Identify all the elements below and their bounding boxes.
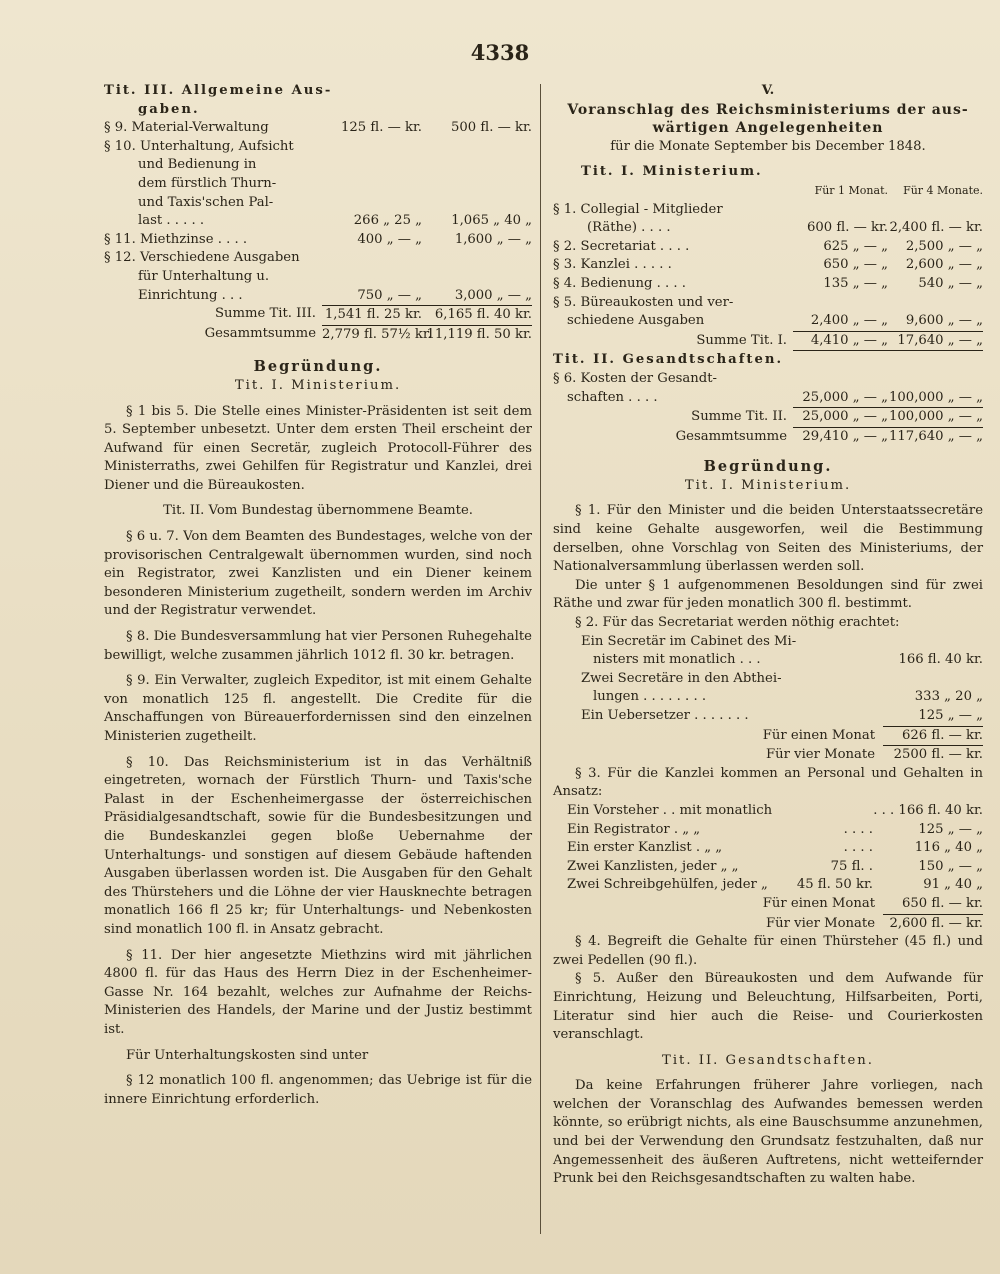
paragraph: Da keine Erfahrungen früherer Jahre vorliegen, nach welchen der Voranschlag des Aufwandes bemessen werden könnte, so erübrigt nichts, als eine Bauschsumme anzunehmen, und bei der Verwendung den Grundsatz festzuhalten, daß nur Angemessenheit des äußeren Auftretens, nicht wetteifernder Prunk bei den Reichsgesandtschaften zu walten habe. xyxy=(553,1078,983,1187)
header-one-month: Für 1 Monat. xyxy=(814,183,888,197)
paragraph: Die unter § 1 aufgenommenen Besoldungen sind für zwei Räthe und zwar für jeden monatlich 300 fl. bestimmt. xyxy=(553,577,983,612)
tit2-heading: Tit. II. Gesandtschaften. xyxy=(553,352,784,368)
paragraph: § 5. Außer den Büreaukosten und dem Aufwande für Einrichtung, Heizung und Beleuchtung, Hilfsarbeiten, Porti, Literatur sind hier auch die Reise- und Courierkosten veranschlagt. xyxy=(553,971,983,1043)
kanzlei-m1: . . . . xyxy=(843,821,873,837)
paragraph: § 3. Für die Kanzlei kommen an Personal und Gehalten in Ansatz: xyxy=(553,765,983,800)
sum-label: Summe Tit. III. xyxy=(214,306,316,322)
kanzlei-label: Ein erster Kanzlist . „ „ xyxy=(567,840,723,856)
document-title-cont: wärtigen Angelegenheiten xyxy=(652,120,884,137)
table-row xyxy=(104,156,532,175)
list-item xyxy=(553,858,983,877)
row-value-2: 540 „ — „ xyxy=(918,275,983,291)
row-value-1 xyxy=(322,138,422,157)
row-value-1: 400 „ — „ xyxy=(357,231,422,247)
left-column xyxy=(104,82,532,1109)
row-value-1 xyxy=(322,249,422,268)
row-label: § 4. Bedienung . . . . xyxy=(553,275,686,291)
heading-begruendung: Begründung. xyxy=(253,358,383,376)
list-item: Für einen Monat 626 fl. — kr. xyxy=(553,727,983,747)
kanzlei-label: Ein Registrator . „ „ xyxy=(567,821,701,837)
row-value-1: 125 fl. — kr. xyxy=(341,120,422,136)
row-value-2: 2,600 „ — „ xyxy=(905,257,983,273)
list-item: Für vier Monate 2,600 fl. — kr. xyxy=(765,915,983,931)
document-title: Voranschlag des Reichsministeriums der aus- xyxy=(567,101,969,118)
kanzlei-m2: 116 „ 40 „ xyxy=(914,840,983,856)
kanzlei-m1: 75 fl. . xyxy=(830,858,873,874)
table-row: schiedene Ausgaben 2,400 „ — „ 9,600 „ — „ xyxy=(553,312,983,332)
table-row-label: § 6. Kosten der Gesandt- xyxy=(553,370,717,386)
paragraph: Für Unterhaltungskosten sind unter xyxy=(126,1047,369,1063)
row-value-2 xyxy=(422,175,532,194)
total-row: Gesammtsumme 29,410 „ — „ 117,640 „ — „ xyxy=(675,428,983,444)
row-value-1 xyxy=(793,294,888,313)
tit1-heading: Tit. I. Ministerium. xyxy=(581,164,763,180)
table-row xyxy=(104,175,532,194)
row-label: Einrichtung . . . xyxy=(138,287,243,303)
kanzlei-label: Zwei Schreibgehülfen, jeder „ xyxy=(567,877,768,893)
row-label: für Unterhaltung u. xyxy=(138,268,270,284)
row-label: § 10. Unterhaltung, Aufsicht xyxy=(104,138,294,154)
total-value-1: 2,779 fl. 57½ kr. xyxy=(322,325,422,345)
row-label: § 11. Miethzinse . . . . xyxy=(104,231,248,247)
row-value-2: 1,600 „ — „ xyxy=(454,231,532,247)
row-value-2 xyxy=(422,249,532,268)
table-row xyxy=(553,238,983,257)
row-value-2: 500 fl. — kr. xyxy=(451,120,532,136)
total-label: Gesammtsumme xyxy=(204,325,316,341)
sum-row xyxy=(104,305,532,325)
table-row xyxy=(104,287,532,306)
table-row xyxy=(104,138,532,157)
column-headers xyxy=(553,182,983,201)
row-label: und Bedienung in xyxy=(138,157,257,173)
heading-begruendung: Begründung. xyxy=(703,458,833,476)
paragraph: § 1 bis 5. Die Stelle eines Minister-Präsidenten ist seit dem 5. September unbesetzt. Unter dem ersten Theil erscheint der Aufwand für einen Secretär, zugleich Protocoll-Führer des Ministerraths, zwei Gehilfen für Registratur und Kanzlei, drei Diener und die Büreaukosten. xyxy=(104,403,532,493)
row-value-1: 135 „ — „ xyxy=(823,275,888,291)
table-row xyxy=(553,256,983,275)
row-value-1: 600 fl. — kr. xyxy=(807,220,888,236)
sum-row: Summe Tit. II. 25,000 „ — „ 100,000 „ — „ xyxy=(553,408,983,428)
table-row xyxy=(553,219,983,238)
paragraph: § 6 u. 7. Von dem Beamten des Bundestages, welche von der provisorischen Centralgewalt übernommen wurden, sind noch ein Registrator, zwei Kanzlisten und ein Diener keinem besonderen Ministerium zugetheilt, sondern werden im Archiv und der Registratur verwendet. xyxy=(104,529,532,619)
subheading-gesandtschaften: Tit. II. Gesandtschaften. xyxy=(662,1052,874,1068)
total-row xyxy=(104,325,532,345)
row-value-1: 750 „ — „ xyxy=(357,287,422,303)
row-value-2: 3,000 „ — „ xyxy=(454,287,532,303)
paragraph: § 12 monatlich 100 fl. angenommen; das Uebrige ist für die innere Einrichtung erforderlich. xyxy=(104,1073,532,1107)
row-value-1: 650 „ — „ xyxy=(823,257,888,273)
row-value-2: 2,400 fl. — kr. xyxy=(889,220,983,236)
table-row xyxy=(104,249,532,268)
row-value-1 xyxy=(793,201,888,220)
kanzlei-label: Zwei Kanzlisten, jeder „ „ xyxy=(567,858,739,874)
total-value-2: 11,119 fl. 50 kr. xyxy=(422,325,532,345)
kanzlei-label: Ein Vorsteher . . mit monatlich xyxy=(567,802,773,818)
kanzlei-m2: 125 „ — „ xyxy=(918,821,983,837)
table-row xyxy=(553,275,983,294)
list-item xyxy=(553,876,983,895)
row-label: dem fürstlich Thurn- xyxy=(138,175,277,191)
table-row xyxy=(104,212,532,231)
row-value-1 xyxy=(322,268,422,287)
kanzlei-m1: 45 fl. 50 kr. xyxy=(796,877,873,893)
row-value-1: 266 „ 25 „ xyxy=(353,213,422,229)
table-row xyxy=(553,201,983,220)
table-row: schaften . . . . 25,000 „ — „ 100,000 „ — „ xyxy=(553,389,983,409)
row-value-2: 1,065 „ 40 „ xyxy=(451,213,532,229)
row-value-2 xyxy=(888,294,983,313)
kanzlei-m1: . . . . xyxy=(843,840,873,856)
page-number: 4338 xyxy=(470,40,530,65)
list-item: Für vier Monate 2500 fl. — kr. xyxy=(765,747,983,763)
paragraph: § 4. Begreift die Gehalte für einen Thürsteher (45 fl.) und zwei Pedellen (90 fl.). xyxy=(553,934,983,968)
list-item: Ein Secretär im Cabinet des Mi- xyxy=(581,633,797,649)
sum-row: Summe Tit. I. 4,410 „ — „ 17,640 „ — „ xyxy=(553,332,983,352)
list-item xyxy=(553,802,983,821)
row-label: § 5. Büreaukosten und ver- xyxy=(553,294,734,310)
column-divider xyxy=(540,84,541,1234)
paragraph: § 1. Für den Minister und die beiden Unterstaatssecretäre sind keine Gehalte ausgeworfen, weil die Bestimmung derselben, ohne Vorschlag von Seiten des Ministeriums, der Nationalversammlung überlassen werden soll. xyxy=(553,503,983,575)
kanzlei-m1 xyxy=(793,802,873,821)
table-row xyxy=(553,294,983,313)
row-value-1 xyxy=(322,156,422,175)
kanzlei-m2: 91 „ 40 „ xyxy=(923,877,983,893)
row-label: § 12. Verschiedene Ausgaben xyxy=(104,250,300,266)
table-row xyxy=(104,194,532,213)
paragraph: § 2. Für das Secretariat werden nöthig erachtet: xyxy=(575,615,900,631)
paragraph: § 10. Das Reichsministerium ist in das Verhältniß eingetreten, wornach der Fürstlich Thurn- und Taxis'sche Palast in der Eschenheimergasse der österreichischen Präsidialgesandtschaft, sowie für die Bundesbesitzungen und die Bundeskanzlei gegen bloße Uebernahme der Unterhaltungs- und sonstigen auf diesem Gebäude haftenden Ausgaben überlassen worden ist. Die Ausgaben für den Gehalt des Thürstehers und die Löhne der vier Hausknechte betragen monatlich 166 fl 25 kr; für Unterhaltungs- und Nebenkosten sind monatlich 100 fl. in Ansatz gebracht. xyxy=(104,754,532,937)
list-item xyxy=(553,821,983,840)
subheading-bundestag: Tit. II. Vom Bundestag übernommene Beamte. xyxy=(163,503,473,519)
list-item xyxy=(553,839,983,858)
row-value-2 xyxy=(888,201,983,220)
budget-table-left xyxy=(104,119,532,305)
kanzlei-m2: 150 „ — „ xyxy=(918,858,983,874)
budget-table-right xyxy=(553,201,983,313)
table-row xyxy=(104,268,532,287)
row-value-2: 2,500 „ — „ xyxy=(905,238,983,254)
kanzlei-m2: . . . 166 fl. 40 kr. xyxy=(873,802,983,818)
sum-value-1: 1,541 fl. 25 kr. xyxy=(322,305,422,325)
row-value-2 xyxy=(422,156,532,175)
paragraph: § 8. Die Bundesversammlung hat vier Personen Ruhegehalte bewilligt, welche zusammen jährlich 1012 fl. 30 kr. betragen. xyxy=(104,629,532,663)
list-item: lungen . . . . . . . . 333 „ 20 „ xyxy=(593,689,983,705)
table-row xyxy=(104,231,532,250)
row-label: last . . . . . xyxy=(138,213,205,229)
row-label: § 9. Material-Verwaltung xyxy=(104,120,269,136)
list-item: nisters mit monatlich . . . 166 fl. 40 kr. xyxy=(593,652,983,668)
header-four-months: Für 4 Monate. xyxy=(903,183,983,197)
row-label: § 3. Kanzlei . . . . . xyxy=(553,257,672,273)
sum-value-2: 6,165 fl. 40 kr. xyxy=(422,305,532,325)
row-value-2 xyxy=(422,138,532,157)
row-value-2 xyxy=(422,268,532,287)
paragraph: § 9. Ein Verwalter, zugleich Expeditor, ist mit einem Gehalte von monatlich 125 fl. angestellt. Die Credite für die Anschaffungen von Büreauerfordernissen sind den einzelnen Ministerien zugetheilt. xyxy=(104,673,532,744)
right-column xyxy=(553,82,983,1189)
row-value-1: 625 „ — „ xyxy=(823,238,888,254)
kanzlei-table xyxy=(553,802,983,895)
roman-numeral: V. xyxy=(761,83,775,98)
section-title-cont: gaben. xyxy=(138,101,200,117)
row-label: und Taxis'schen Pal- xyxy=(138,194,274,210)
row-label: (Räthe) . . . . xyxy=(587,220,671,236)
section-title: Tit. III. Allgemeine Aus- xyxy=(104,83,333,98)
row-label: § 1. Collegial - Mitglieder xyxy=(553,201,723,217)
row-value-2 xyxy=(422,194,532,213)
subheading-ministerium: Tit. I. Ministerium. xyxy=(684,477,852,493)
document-subtitle: für die Monate September bis December 1848. xyxy=(610,138,926,154)
subheading-ministerium: Tit. I. Ministerium. xyxy=(234,377,402,393)
row-value-1 xyxy=(322,194,422,213)
paragraph: § 11. Der hier angesetzte Miethzins wird mit jährlichen 4800 fl. für das Haus des Herrn Diez in der Eschenheimer-Gasse Nr. 164 bezahlt, welches zur Aufnahme der Reichs-Ministerien des Handels, der Marine und der Justiz bestimmt ist. xyxy=(104,947,532,1037)
table-row xyxy=(104,119,532,138)
list-item: Ein Uebersetzer . . . . . . . 125 „ — „ xyxy=(553,707,983,727)
row-label: § 2. Secretariat . . . . xyxy=(553,238,690,254)
row-value-1 xyxy=(322,175,422,194)
list-item: Für einen Monat 650 fl. — kr. xyxy=(553,895,983,915)
list-item: Zwei Secretäre in den Abthei- xyxy=(581,670,782,686)
